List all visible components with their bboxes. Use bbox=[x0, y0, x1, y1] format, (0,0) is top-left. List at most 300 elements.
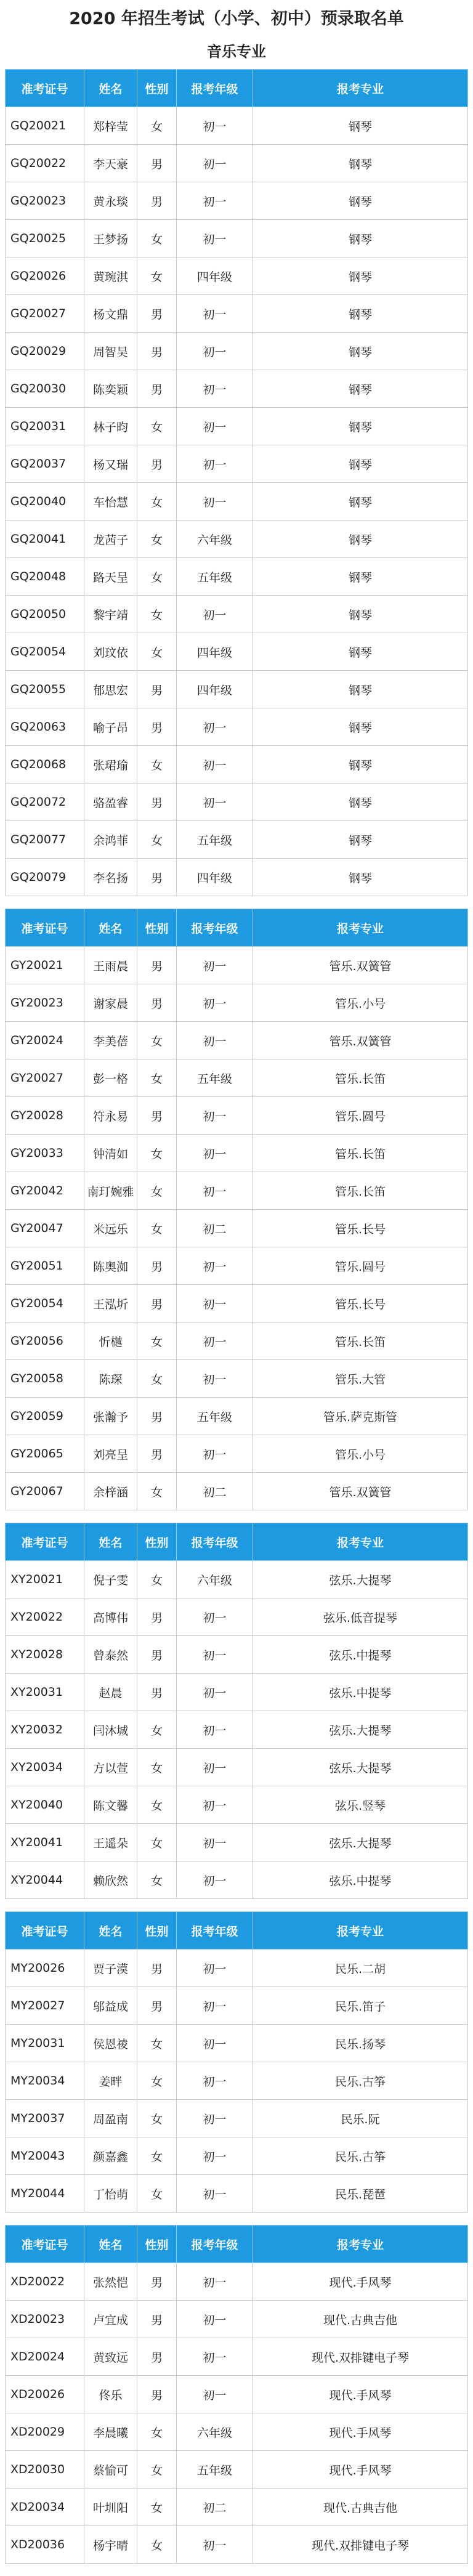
name-cell: 谢家晨 bbox=[84, 984, 137, 1022]
gender-cell: 女 bbox=[137, 1022, 177, 1059]
gender-cell: 男 bbox=[137, 2338, 177, 2376]
gender-cell: 男 bbox=[137, 984, 177, 1022]
gender-cell: 男 bbox=[137, 145, 177, 182]
name-cell: 王梦扬 bbox=[84, 220, 137, 257]
gender-cell: 男 bbox=[137, 295, 177, 333]
name-cell: 林子昀 bbox=[84, 408, 137, 445]
major-cell: 钢琴 bbox=[253, 483, 468, 520]
major-cell: 钢琴 bbox=[253, 596, 468, 633]
grade-cell: 初一 bbox=[177, 1598, 253, 1636]
table-header-row bbox=[6, 1912, 468, 1950]
major-cell: 弦乐.大提琴 bbox=[253, 1824, 468, 1861]
grade-cell: 初一 bbox=[177, 445, 253, 483]
major-cell: 管乐.大管 bbox=[253, 1360, 468, 1398]
name-cell: 赖欣然 bbox=[84, 1861, 137, 1899]
grade-cell: 初一 bbox=[177, 784, 253, 821]
exam-id-cell: GQ20029 bbox=[6, 333, 84, 370]
gender-cell: 女 bbox=[137, 1711, 177, 1749]
gender-cell: 男 bbox=[137, 1247, 177, 1285]
exam-id-cell: GY20023 bbox=[6, 984, 84, 1022]
table-row bbox=[6, 520, 468, 558]
admission-table bbox=[5, 909, 468, 1510]
gender-cell: 女 bbox=[137, 520, 177, 558]
table-row bbox=[6, 558, 468, 596]
major-cell: 现代.双排键电子琴 bbox=[253, 2338, 468, 2376]
grade-cell: 初一 bbox=[177, 2175, 253, 2213]
exam-id-cell: GY20056 bbox=[6, 1322, 84, 1360]
table-header-row bbox=[6, 909, 468, 947]
name-cell: 叶圳阳 bbox=[84, 2489, 137, 2526]
name-cell: 杨宇晴 bbox=[84, 2526, 137, 2564]
gender-cell: 男 bbox=[137, 1674, 177, 1711]
table-row bbox=[6, 257, 468, 295]
grade-cell: 初一 bbox=[177, 2025, 253, 2062]
grade-cell: 初一 bbox=[177, 1674, 253, 1711]
grade-cell: 初一 bbox=[177, 1135, 253, 1172]
admission-table bbox=[5, 2225, 468, 2564]
table-row bbox=[6, 1322, 468, 1360]
grade-cell: 初一 bbox=[177, 1322, 253, 1360]
table-row bbox=[6, 333, 468, 370]
gender-cell: 女 bbox=[137, 2100, 177, 2137]
name-cell: 路天呈 bbox=[84, 558, 137, 596]
gender-cell: 女 bbox=[137, 1861, 177, 1899]
name-cell: 王雨晨 bbox=[84, 947, 137, 984]
major-cell: 民乐.琵琶 bbox=[253, 2175, 468, 2213]
exam-id-cell: XD20029 bbox=[6, 2413, 84, 2451]
grade-cell: 初一 bbox=[177, 1097, 253, 1135]
table-row bbox=[6, 1561, 468, 1598]
gender-cell: 男 bbox=[137, 333, 177, 370]
gender-cell: 男 bbox=[137, 2376, 177, 2413]
grade-cell: 初一 bbox=[177, 1022, 253, 1059]
name-cell: 周智昊 bbox=[84, 333, 137, 370]
name-cell: 李晨曦 bbox=[84, 2413, 137, 2451]
grade-cell: 初一 bbox=[177, 2062, 253, 2100]
gender-cell: 女 bbox=[137, 483, 177, 520]
exam-id-cell: GQ20021 bbox=[6, 107, 84, 145]
grade-cell: 六年级 bbox=[177, 2413, 253, 2451]
exam-id-cell: GY20047 bbox=[6, 1210, 84, 1247]
name-cell: 杨又瑞 bbox=[84, 445, 137, 483]
name-cell: 刘亮呈 bbox=[84, 1435, 137, 1473]
exam-id-cell: MY20026 bbox=[6, 1950, 84, 1987]
table-header-row bbox=[6, 70, 468, 107]
table-row bbox=[6, 1210, 468, 1247]
gender-cell: 女 bbox=[137, 1210, 177, 1247]
name-cell: 郑梓莹 bbox=[84, 107, 137, 145]
name-cell: 王泓圻 bbox=[84, 1285, 137, 1322]
exam-id-cell: GY20058 bbox=[6, 1360, 84, 1398]
grade-cell: 初一 bbox=[177, 746, 253, 784]
name-cell: 黄致远 bbox=[84, 2338, 137, 2376]
exam-id-cell: GQ20079 bbox=[6, 859, 84, 896]
grade-cell: 初一 bbox=[177, 2338, 253, 2376]
gender-cell: 女 bbox=[137, 2175, 177, 2213]
exam-id-cell: GY20067 bbox=[6, 1473, 84, 1510]
grade-header: 报考年级 bbox=[177, 1912, 253, 1950]
major-cell: 现代.手风琴 bbox=[253, 2263, 468, 2301]
major-cell: 管乐.圆号 bbox=[253, 1247, 468, 1285]
table-row bbox=[6, 182, 468, 220]
grade-cell: 四年级 bbox=[177, 859, 253, 896]
grade-cell: 初一 bbox=[177, 1247, 253, 1285]
exam-id-cell: GQ20023 bbox=[6, 182, 84, 220]
exam-id-header: 准考证号 bbox=[6, 70, 84, 107]
gender-cell: 男 bbox=[137, 1598, 177, 1636]
table-row bbox=[6, 1435, 468, 1473]
gender-cell: 男 bbox=[137, 1950, 177, 1987]
grade-cell: 初一 bbox=[177, 295, 253, 333]
gender-cell: 女 bbox=[137, 1824, 177, 1861]
name-cell: 卢宜成 bbox=[84, 2301, 137, 2338]
exam-id-cell: MY20043 bbox=[6, 2137, 84, 2175]
major-cell: 管乐.双簧管 bbox=[253, 1022, 468, 1059]
major-cell: 弦乐.竖琴 bbox=[253, 1786, 468, 1824]
gender-cell: 女 bbox=[137, 107, 177, 145]
grade-cell: 初一 bbox=[177, 1786, 253, 1824]
exam-id-cell: GY20033 bbox=[6, 1135, 84, 1172]
exam-id-cell: GQ20077 bbox=[6, 821, 84, 859]
gender-cell: 男 bbox=[137, 1987, 177, 2025]
name-cell: 陈文馨 bbox=[84, 1786, 137, 1824]
major-cell: 钢琴 bbox=[253, 220, 468, 257]
gender-header: 性别 bbox=[137, 1912, 177, 1950]
table-row bbox=[6, 2451, 468, 2489]
gender-cell: 女 bbox=[137, 2025, 177, 2062]
major-cell: 钢琴 bbox=[253, 633, 468, 671]
name-cell: 余鸿菲 bbox=[84, 821, 137, 859]
grade-cell: 六年级 bbox=[177, 520, 253, 558]
table-row bbox=[6, 145, 468, 182]
major-header: 报考专业 bbox=[253, 1912, 468, 1950]
name-cell: 佟乐 bbox=[84, 2376, 137, 2413]
gender-cell: 男 bbox=[137, 671, 177, 708]
major-cell: 现代.双排键电子琴 bbox=[253, 2526, 468, 2564]
major-cell: 钢琴 bbox=[253, 370, 468, 408]
name-cell: 张珺瑜 bbox=[84, 746, 137, 784]
gender-cell: 男 bbox=[137, 2301, 177, 2338]
table-row bbox=[6, 1398, 468, 1435]
grade-cell: 初一 bbox=[177, 2100, 253, 2137]
exam-id-cell: XD20036 bbox=[6, 2526, 84, 2564]
major-cell: 民乐.古筝 bbox=[253, 2137, 468, 2175]
table-row bbox=[6, 1022, 468, 1059]
major-cell: 弦乐.中提琴 bbox=[253, 1861, 468, 1899]
grade-cell: 五年级 bbox=[177, 1059, 253, 1097]
major-cell: 管乐.长笛 bbox=[253, 1135, 468, 1172]
table-row bbox=[6, 1987, 468, 2025]
gender-cell: 男 bbox=[137, 947, 177, 984]
major-cell: 钢琴 bbox=[253, 708, 468, 746]
table-row bbox=[6, 2025, 468, 2062]
table-row bbox=[6, 1059, 468, 1097]
major-cell: 现代.手风琴 bbox=[253, 2413, 468, 2451]
major-cell: 钢琴 bbox=[253, 408, 468, 445]
major-cell: 管乐.小号 bbox=[253, 1435, 468, 1473]
grade-cell: 初一 bbox=[177, 2137, 253, 2175]
exam-id-cell: GQ20037 bbox=[6, 445, 84, 483]
gender-cell: 女 bbox=[137, 1322, 177, 1360]
grade-cell: 初一 bbox=[177, 2526, 253, 2564]
name-header: 姓名 bbox=[84, 909, 137, 947]
exam-id-cell: MY20037 bbox=[6, 2100, 84, 2137]
exam-id-cell: GY20059 bbox=[6, 1398, 84, 1435]
exam-id-cell: GY20028 bbox=[6, 1097, 84, 1135]
table-row bbox=[6, 947, 468, 984]
name-cell: 刘玟依 bbox=[84, 633, 137, 671]
exam-id-cell: MY20044 bbox=[6, 2175, 84, 2213]
gender-cell: 女 bbox=[137, 633, 177, 671]
name-cell: 余梓涵 bbox=[84, 1473, 137, 1510]
name-cell: 李美蓓 bbox=[84, 1022, 137, 1059]
exam-id-cell: GY20021 bbox=[6, 947, 84, 984]
major-cell: 管乐.长笛 bbox=[253, 1059, 468, 1097]
major-cell: 弦乐.大提琴 bbox=[253, 1749, 468, 1786]
gender-cell: 女 bbox=[137, 1786, 177, 1824]
name-cell: 颜嘉鑫 bbox=[84, 2137, 137, 2175]
gender-cell: 女 bbox=[137, 1135, 177, 1172]
gender-cell: 男 bbox=[137, 2263, 177, 2301]
gender-cell: 女 bbox=[137, 1059, 177, 1097]
exam-id-cell: XY20034 bbox=[6, 1749, 84, 1786]
name-cell: 骆盈睿 bbox=[84, 784, 137, 821]
name-cell: 贾子漠 bbox=[84, 1950, 137, 1987]
major-cell: 钢琴 bbox=[253, 295, 468, 333]
gender-cell: 女 bbox=[137, 1749, 177, 1786]
major-cell: 现代.手风琴 bbox=[253, 2451, 468, 2489]
table-row bbox=[6, 2526, 468, 2564]
table-row bbox=[6, 1285, 468, 1322]
grade-cell: 六年级 bbox=[177, 1561, 253, 1598]
admission-table bbox=[5, 1911, 468, 2213]
gender-cell: 女 bbox=[137, 2451, 177, 2489]
gender-cell: 女 bbox=[137, 2062, 177, 2100]
grade-cell: 初一 bbox=[177, 2301, 253, 2338]
name-cell: 米远乐 bbox=[84, 1210, 137, 1247]
table-row bbox=[6, 2376, 468, 2413]
name-cell: 丁怡萌 bbox=[84, 2175, 137, 2213]
major-cell: 民乐.古筝 bbox=[253, 2062, 468, 2100]
exam-id-cell: XY20031 bbox=[6, 1674, 84, 1711]
grade-cell: 初一 bbox=[177, 1285, 253, 1322]
gender-cell: 女 bbox=[137, 1172, 177, 1210]
grade-cell: 初一 bbox=[177, 1636, 253, 1674]
table-row bbox=[6, 107, 468, 145]
exam-id-cell: MY20031 bbox=[6, 2025, 84, 2062]
name-cell: 钟清如 bbox=[84, 1135, 137, 1172]
gender-cell: 男 bbox=[137, 182, 177, 220]
major-cell: 民乐.二胡 bbox=[253, 1950, 468, 1987]
name-cell: 赵晨 bbox=[84, 1674, 137, 1711]
exam-id-cell: GQ20022 bbox=[6, 145, 84, 182]
admission-list-table bbox=[5, 1911, 468, 2213]
table-row bbox=[6, 1950, 468, 1987]
admission-list-table bbox=[5, 2225, 468, 2564]
name-cell: 倪子雯 bbox=[84, 1561, 137, 1598]
gender-cell: 男 bbox=[137, 1636, 177, 1674]
major-cell: 现代.手风琴 bbox=[253, 2376, 468, 2413]
table-row bbox=[6, 1749, 468, 1786]
exam-id-cell: GY20051 bbox=[6, 1247, 84, 1285]
name-header: 姓名 bbox=[84, 1912, 137, 1950]
grade-cell: 初一 bbox=[177, 2263, 253, 2301]
major-header: 报考专业 bbox=[253, 2226, 468, 2263]
grade-cell: 初一 bbox=[177, 1749, 253, 1786]
gender-cell: 女 bbox=[137, 257, 177, 295]
exam-id-cell: GY20065 bbox=[6, 1435, 84, 1473]
grade-cell: 初二 bbox=[177, 1210, 253, 1247]
name-cell: 陈奕颖 bbox=[84, 370, 137, 408]
table-row bbox=[6, 2175, 468, 2213]
exam-id-cell: GQ20055 bbox=[6, 671, 84, 708]
exam-id-cell: XD20023 bbox=[6, 2301, 84, 2338]
gender-cell: 女 bbox=[137, 1561, 177, 1598]
name-cell: 郁思宏 bbox=[84, 671, 137, 708]
table-row bbox=[6, 1135, 468, 1172]
gender-cell: 女 bbox=[137, 746, 177, 784]
table-row bbox=[6, 408, 468, 445]
major-cell: 钢琴 bbox=[253, 558, 468, 596]
table-row bbox=[6, 2338, 468, 2376]
table-row bbox=[6, 821, 468, 859]
grade-header: 报考年级 bbox=[177, 70, 253, 107]
major-cell: 民乐.笛子 bbox=[253, 1987, 468, 2025]
name-cell: 陈奥洳 bbox=[84, 1247, 137, 1285]
major-cell: 钢琴 bbox=[253, 746, 468, 784]
major-cell: 钢琴 bbox=[253, 257, 468, 295]
major-cell: 管乐.长笛 bbox=[253, 1172, 468, 1210]
table-row bbox=[6, 2301, 468, 2338]
major-cell: 钢琴 bbox=[253, 333, 468, 370]
name-cell: 南玎婉雅 bbox=[84, 1172, 137, 1210]
name-cell: 龙茜子 bbox=[84, 520, 137, 558]
major-cell: 钢琴 bbox=[253, 821, 468, 859]
exam-id-cell: XD20026 bbox=[6, 2376, 84, 2413]
gender-cell: 男 bbox=[137, 1285, 177, 1322]
exam-id-cell: GQ20031 bbox=[6, 408, 84, 445]
grade-cell: 四年级 bbox=[177, 671, 253, 708]
table-row bbox=[6, 784, 468, 821]
exam-id-cell: GQ20030 bbox=[6, 370, 84, 408]
exam-id-cell: GQ20054 bbox=[6, 633, 84, 671]
gender-cell: 男 bbox=[137, 859, 177, 896]
name-cell: 黄琬淇 bbox=[84, 257, 137, 295]
exam-id-cell: GY20027 bbox=[6, 1059, 84, 1097]
gender-header: 性别 bbox=[137, 2226, 177, 2263]
name-cell: 李天豪 bbox=[84, 145, 137, 182]
exam-id-cell: GQ20048 bbox=[6, 558, 84, 596]
table-row bbox=[6, 483, 468, 520]
name-cell: 车怡慧 bbox=[84, 483, 137, 520]
admission-table bbox=[5, 69, 468, 896]
grade-cell: 五年级 bbox=[177, 821, 253, 859]
name-cell: 杨文鼎 bbox=[84, 295, 137, 333]
major-cell: 民乐.扬琴 bbox=[253, 2025, 468, 2062]
grade-cell: 五年级 bbox=[177, 1398, 253, 1435]
major-cell: 钢琴 bbox=[253, 671, 468, 708]
name-header: 姓名 bbox=[84, 70, 137, 107]
table-row bbox=[6, 1598, 468, 1636]
name-cell: 闫沐城 bbox=[84, 1711, 137, 1749]
admission-table bbox=[5, 1523, 468, 1899]
table-row bbox=[6, 708, 468, 746]
major-cell: 钢琴 bbox=[253, 145, 468, 182]
exam-id-cell: GQ20041 bbox=[6, 520, 84, 558]
table-row bbox=[6, 984, 468, 1022]
gender-cell: 男 bbox=[137, 370, 177, 408]
name-header: 姓名 bbox=[84, 1523, 137, 1561]
name-cell: 姜畔 bbox=[84, 2062, 137, 2100]
table-row bbox=[6, 2100, 468, 2137]
exam-id-cell: GY20042 bbox=[6, 1172, 84, 1210]
exam-id-header: 准考证号 bbox=[6, 1912, 84, 1950]
name-cell: 喻子昂 bbox=[84, 708, 137, 746]
gender-cell: 女 bbox=[137, 558, 177, 596]
major-cell: 弦乐.中提琴 bbox=[253, 1636, 468, 1674]
gender-cell: 女 bbox=[137, 2413, 177, 2451]
exam-id-cell: GQ20068 bbox=[6, 746, 84, 784]
major-cell: 钢琴 bbox=[253, 784, 468, 821]
grade-cell: 初一 bbox=[177, 333, 253, 370]
exam-id-cell: GY20024 bbox=[6, 1022, 84, 1059]
exam-id-cell: GQ20027 bbox=[6, 295, 84, 333]
gender-cell: 女 bbox=[137, 408, 177, 445]
table-row bbox=[6, 2263, 468, 2301]
grade-cell: 初一 bbox=[177, 483, 253, 520]
grade-header: 报考年级 bbox=[177, 2226, 253, 2263]
major-cell: 钢琴 bbox=[253, 107, 468, 145]
name-header: 姓名 bbox=[84, 2226, 137, 2263]
table-row bbox=[6, 2413, 468, 2451]
exam-id-cell: XY20021 bbox=[6, 1561, 84, 1598]
name-cell: 彭一格 bbox=[84, 1059, 137, 1097]
grade-cell: 四年级 bbox=[177, 257, 253, 295]
admission-list-table bbox=[5, 1523, 468, 1899]
table-row bbox=[6, 2489, 468, 2526]
exam-id-header: 准考证号 bbox=[6, 909, 84, 947]
table-row bbox=[6, 1861, 468, 1899]
grade-cell: 初二 bbox=[177, 1473, 253, 1510]
table-row bbox=[6, 671, 468, 708]
name-cell: 蔡愉可 bbox=[84, 2451, 137, 2489]
major-cell: 弦乐.大提琴 bbox=[253, 1561, 468, 1598]
grade-cell: 初一 bbox=[177, 370, 253, 408]
exam-id-cell: XY20040 bbox=[6, 1786, 84, 1824]
name-cell: 王遥朵 bbox=[84, 1824, 137, 1861]
table-row bbox=[6, 746, 468, 784]
table-row bbox=[6, 1674, 468, 1711]
grade-cell: 五年级 bbox=[177, 558, 253, 596]
grade-cell: 初一 bbox=[177, 182, 253, 220]
gender-cell: 女 bbox=[137, 2137, 177, 2175]
gender-cell: 女 bbox=[137, 1360, 177, 1398]
name-cell: 李名扬 bbox=[84, 859, 137, 896]
major-cell: 钢琴 bbox=[253, 859, 468, 896]
table-row bbox=[6, 1247, 468, 1285]
exam-id-cell: XY20044 bbox=[6, 1861, 84, 1899]
gender-cell: 男 bbox=[137, 1097, 177, 1135]
exam-id-cell: GQ20025 bbox=[6, 220, 84, 257]
exam-id-cell: MY20027 bbox=[6, 1987, 84, 2025]
exam-id-header: 准考证号 bbox=[6, 2226, 84, 2263]
grade-cell: 初一 bbox=[177, 984, 253, 1022]
table-row bbox=[6, 1786, 468, 1824]
major-cell: 管乐.双簧管 bbox=[253, 947, 468, 984]
major-cell: 管乐.圆号 bbox=[253, 1097, 468, 1135]
name-cell: 高博伟 bbox=[84, 1598, 137, 1636]
gender-header: 性别 bbox=[137, 1523, 177, 1561]
